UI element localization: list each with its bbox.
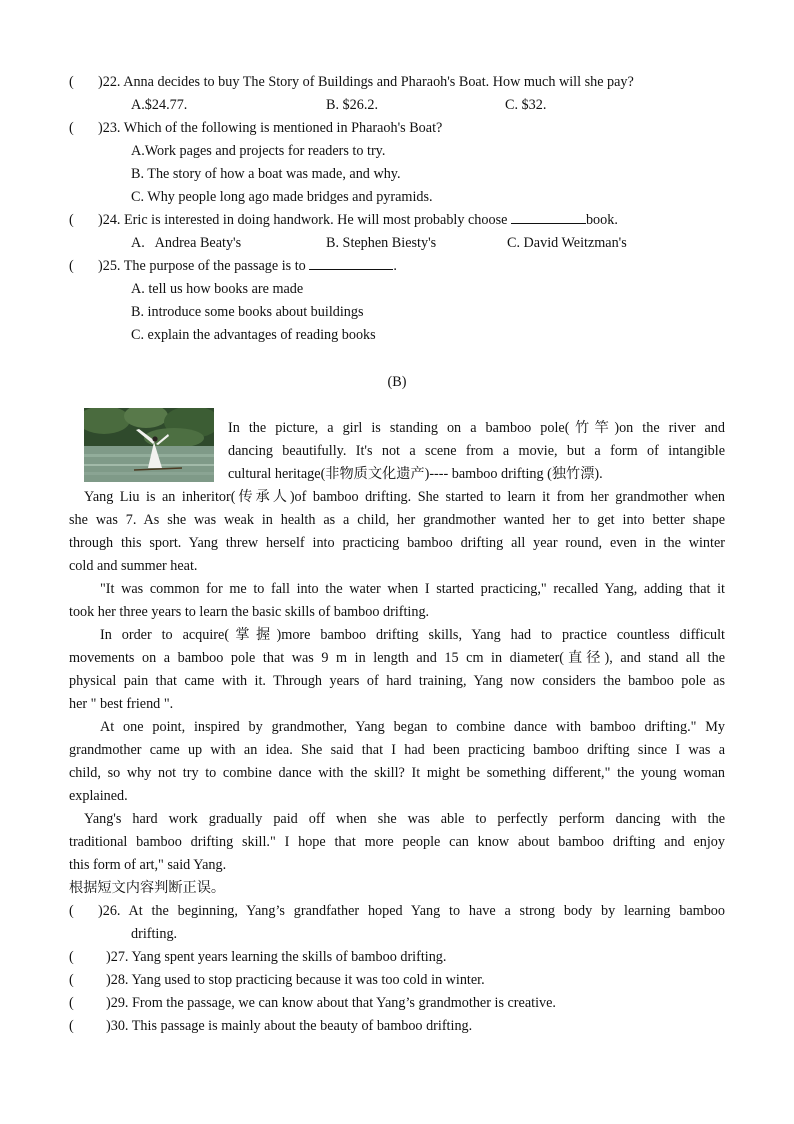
paragraph-text: cold and summer heat. [69, 558, 198, 574]
paragraph-text: this form of art," said Yang. [69, 857, 227, 873]
p3-line-2 [0, 647, 794, 669]
question-23 [0, 117, 794, 139]
paragraph-text: explained. [69, 788, 128, 804]
instruction-text: 根据短文内容判断正误。 [69, 880, 226, 896]
question-text: )26. At the beginning, Yang’s grandfather hoped Yang to have a strong body by learning bamboo [98, 903, 725, 919]
question-24-options [0, 232, 794, 254]
option-b: B. Stephen Biesty's [326, 235, 437, 251]
intro-text: In the picture, a girl is standing on a bamboo pole(竹竿)on the river and [228, 420, 725, 436]
p4-line-1 [0, 716, 794, 738]
option-c: C. explain the advantages of reading books [131, 327, 376, 343]
p1-line-1 [0, 486, 794, 508]
p3-line-3 [0, 670, 794, 692]
question-30 [0, 1015, 794, 1037]
paragraph-text: she was 7. As she was weak in health as a child, her grandmother wanted her to get into better shape [69, 512, 725, 528]
answer-paren[interactable]: ( [69, 258, 74, 274]
question-text: )23. Which of the following is mentioned in Pharaoh's Boat? [98, 120, 443, 136]
question-text: )27. Yang spent years learning the skills of bamboo drifting. [106, 949, 447, 965]
paragraph-text: Yang's hard work gradually paid off when she was able to perfectly perform dancing with the [84, 811, 725, 827]
question-22-options [0, 94, 794, 116]
instruction [0, 877, 794, 899]
p4-line-3 [0, 762, 794, 784]
question-text-after: . [393, 258, 397, 274]
intro-text: dancing beautifully. It's not a scene from a movie, but a form of intangible [228, 443, 725, 459]
question-24 [0, 209, 794, 231]
fill-blank[interactable] [309, 255, 393, 270]
question-26-cont [0, 923, 794, 945]
question-text: )22. Anna decides to buy The Story of Buildings and Pharaoh's Boat. How much will she pay? [98, 74, 634, 90]
p1-line-3 [0, 532, 794, 554]
paragraph-text: "It was common for me to fall into the water when I started practicing," recalled Yang, adding that it [100, 581, 725, 597]
option-a: A. tell us how books are made [131, 281, 304, 297]
question-25-option-c [0, 324, 794, 346]
question-29 [0, 992, 794, 1014]
p4-line-4 [0, 785, 794, 807]
p5-line-1 [0, 808, 794, 830]
p2-line-1 [0, 578, 794, 600]
question-25-option-a [0, 278, 794, 300]
question-text: )30. This passage is mainly about the beauty of bamboo drifting. [106, 1018, 473, 1034]
option-a: A.Work pages and projects for readers to try. [131, 143, 386, 159]
paragraph-text: took her three years to learn the basic skills of bamboo drifting. [69, 604, 430, 620]
intro-text: cultural heritage(非物质文化遗产)---- bamboo drifting (独竹漂). [228, 466, 603, 482]
p4-line-2 [0, 739, 794, 761]
option-c: C. David Weitzman's [507, 235, 627, 251]
option-c: C. $32. [505, 97, 547, 113]
paragraph-text: through this sport. Yang threw herself into practicing bamboo drifting all year round, even in the winter [69, 535, 725, 551]
p3-line-1 [0, 624, 794, 646]
option-b: B. introduce some books about buildings [131, 304, 364, 320]
p5-line-3 [0, 854, 794, 876]
question-text-before: )25. The purpose of the passage is to [98, 258, 310, 274]
question-22 [0, 71, 794, 93]
paragraph-text: movements on a bamboo pole that was 9 m in length and 15 cm in diameter(直径), and stand all the [69, 650, 725, 666]
intro-line-1 [0, 417, 794, 439]
intro-line-2 [0, 440, 794, 462]
question-23-option-c [0, 186, 794, 208]
option-b: B. $26.2. [326, 97, 379, 113]
answer-paren[interactable]: ( [69, 995, 74, 1011]
question-27 [0, 946, 794, 968]
p3-line-4 [0, 693, 794, 715]
answer-paren[interactable]: ( [69, 120, 74, 136]
question-25 [0, 255, 794, 277]
paragraph-text: At one point, inspired by grandmother, Yang began to combine dance with bamboo drifting." My [100, 719, 725, 735]
question-23-option-b [0, 163, 794, 185]
p5-line-2 [0, 831, 794, 853]
answer-paren[interactable]: ( [69, 74, 74, 90]
question-text-before: )24. Eric is interested in doing handwork. He will most probably choose [98, 212, 511, 228]
answer-paren[interactable]: ( [69, 212, 74, 228]
section-heading: (B) [387, 374, 407, 390]
intro-line-3 [0, 463, 794, 485]
option-a: A.$24.77. [131, 97, 188, 113]
question-text [98, 209, 618, 231]
paragraph-text: traditional bamboo drifting skill." I hope that more people can know about bamboo drifting and enjoy [69, 834, 725, 850]
answer-paren[interactable]: ( [69, 949, 74, 965]
question-25-option-b [0, 301, 794, 323]
question-26 [0, 900, 794, 922]
answer-paren[interactable]: ( [69, 972, 74, 988]
paragraph-text: physical pain that came with it. Through years of hard training, Yang now considers the bamboo pole as [69, 673, 725, 689]
option-a: A. Andrea Beaty's [131, 235, 242, 251]
question-text [98, 255, 397, 277]
answer-paren[interactable]: ( [69, 903, 74, 919]
answer-paren[interactable]: ( [69, 1018, 74, 1034]
question-text-after: book. [585, 212, 618, 228]
p1-line-2 [0, 509, 794, 531]
p2-line-2 [0, 601, 794, 623]
paragraph-text: Yang Liu is an inheritor(传承人)of bamboo drifting. She started to learn it from her grandmother when [84, 489, 725, 505]
paragraph-text: child, so why not try to combine dance with the skill? It might be something different," the young woman [69, 765, 725, 781]
paragraph-text: In order to acquire(掌握)more bamboo drifting skills, Yang had to practice countless difficult [100, 627, 725, 643]
paragraph-text: her " best friend ". [69, 696, 174, 712]
fill-blank[interactable] [511, 209, 586, 224]
question-text: )29. From the passage, we can know about that Yang’s grandmother is creative. [106, 995, 556, 1011]
p1-line-4 [0, 555, 794, 577]
question-28 [0, 969, 794, 991]
option-c: C. Why people long ago made bridges and pyramids. [131, 189, 433, 205]
question-text: )28. Yang used to stop practicing because it was too cold in winter. [106, 972, 485, 988]
question-text: drifting. [131, 926, 178, 942]
question-23-option-a [0, 140, 794, 162]
paragraph-text: grandmother came up with an idea. She said that I had been practicing bamboo drifting since I was a [69, 742, 725, 758]
option-b: B. The story of how a boat was made, and why. [131, 166, 401, 182]
